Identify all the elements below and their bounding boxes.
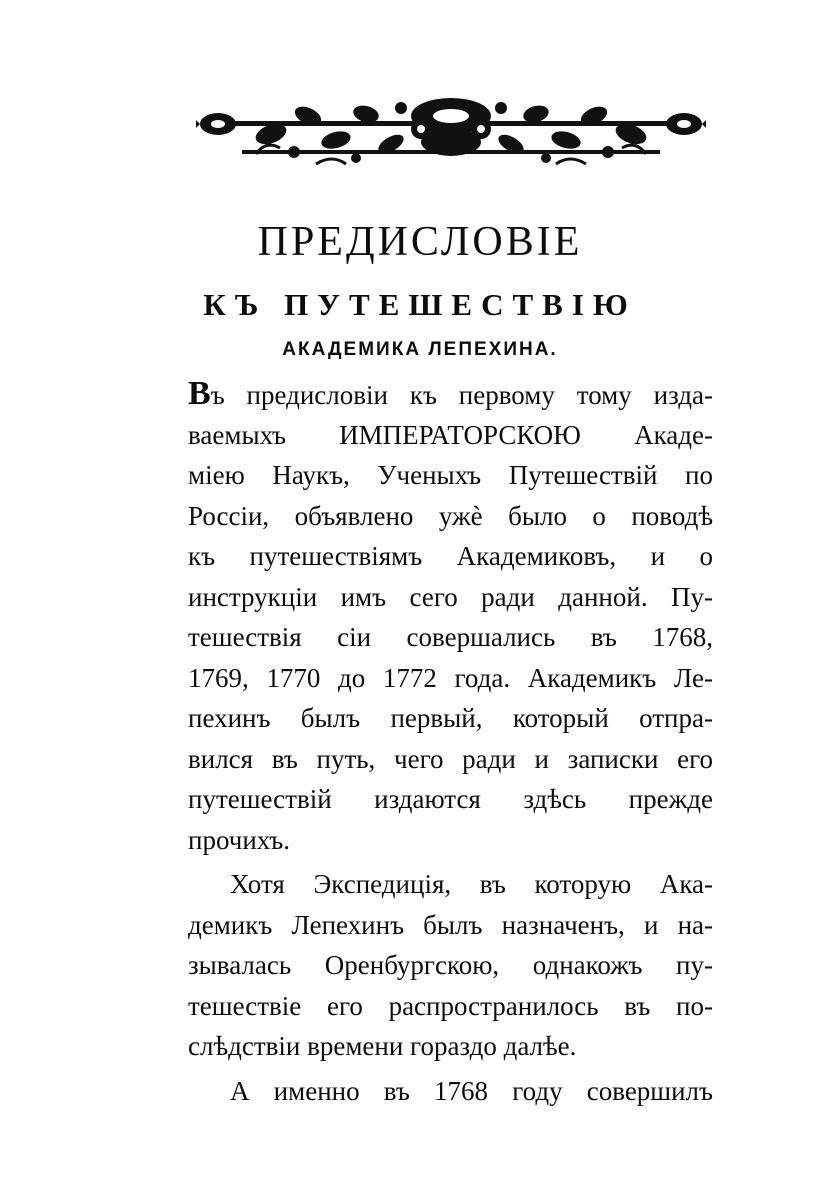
paragraph-1-line-3: міею Наукъ, Ученыхъ Путешествій по [188, 460, 713, 490]
paragraph-2-line-3: зывалась Оренбургскою, однакожъ пу- [188, 950, 713, 980]
paragraph-1-line-1 [188, 374, 713, 415]
page-title: ПРЕДИСЛОВІЕ [257, 219, 583, 265]
paragraph-1-line-10: вился въ путь, чего ради и записки его [188, 743, 713, 774]
paragraph-1-line-7: тешествія сіи совершались въ 1768, [188, 622, 713, 652]
paragraph-2-line-2: демикъ Лепехинъ былъ назначенъ, и на- [188, 909, 713, 940]
paragraph-1-line-12: прочихъ. [188, 824, 290, 855]
paragraph-1-line-5: къ путешествіямъ Академиковъ, и о [188, 541, 713, 571]
subtitle-line-1: КЪ ПУТЕШЕСТВІЮ [203, 287, 637, 322]
paragraph-1-line-1-text: ъ предисловіи къ первому тому изда- [210, 380, 713, 410]
body-text [188, 374, 713, 1111]
subtitle-line-2: АКАДЕМИКА ЛЕПЕХИНА. [282, 339, 558, 360]
paragraph-2-line-4: тешествіе его распространилось въ по- [188, 990, 713, 1021]
paragraph-1-line-4: Россіи, объявлено ужѐ было о поводѣ [188, 500, 713, 531]
paragraph-1-line-2: ваемыхъ ИМПЕРАТОРСКОЮ Акаде- [188, 419, 713, 450]
paragraph-2-line-5: слѣдствіи времени гораздо далѣе. [188, 1031, 577, 1061]
paragraph-1-line-11: путешествій издаются здѣсь прежде [188, 784, 713, 814]
dropcap: В [188, 375, 211, 412]
paragraph-1-line-6: инструкціи имъ сего ради данной. Пу- [188, 581, 713, 612]
paragraph-2-line-1: Хотя Экспедиція, въ которую Ака- [230, 869, 713, 899]
paragraph-1-line-9: пехинъ былъ первый, который отпра- [188, 703, 713, 733]
paragraph-3-line-1: А именно въ 1768 году совершилъ [230, 1075, 713, 1106]
floral-headpiece-icon [196, 94, 706, 176]
paragraph-1-line-8: 1769, 1770 до 1772 года. Академикъ Ле- [188, 662, 713, 693]
